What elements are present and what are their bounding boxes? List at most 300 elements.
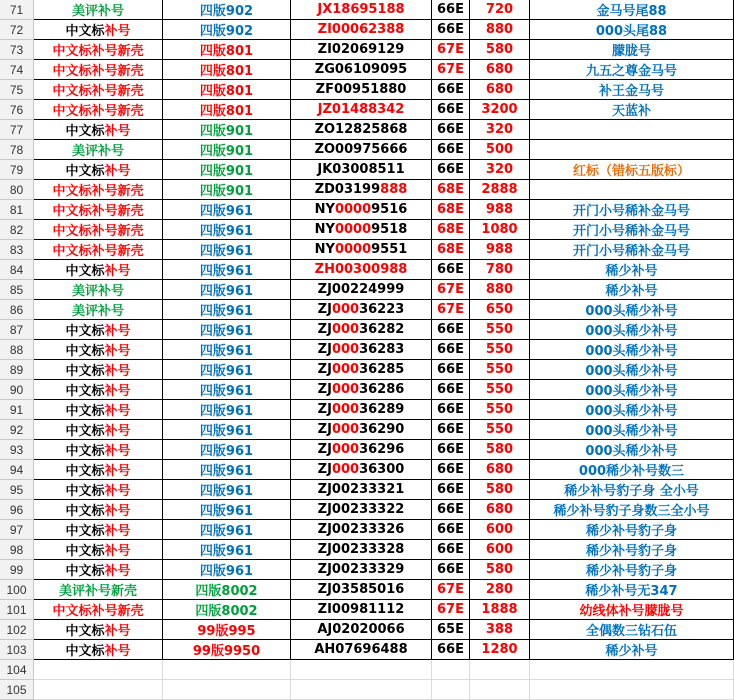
grade-cell[interactable] (432, 0, 470, 20)
note-cell[interactable] (530, 600, 734, 620)
version-cell[interactable] (163, 540, 291, 560)
price-cell[interactable] (470, 80, 530, 100)
row-header[interactable]: 99 (0, 560, 34, 580)
price-cell[interactable] (470, 520, 530, 540)
note-cell[interactable] (530, 280, 734, 300)
row-header[interactable]: 77 (0, 120, 34, 140)
note-cell[interactable] (530, 620, 734, 640)
version-cell[interactable] (163, 240, 291, 260)
price-cell[interactable] (470, 140, 530, 160)
grade-cell[interactable] (432, 560, 470, 580)
cell-text: 朦胧号 (611, 44, 651, 59)
row-header[interactable]: 85 (0, 280, 34, 300)
cell-text: ZJ00233326 (317, 522, 405, 537)
price-cell[interactable] (470, 60, 530, 80)
cell-text: 四版801 (199, 64, 254, 79)
note-cell[interactable] (530, 420, 734, 440)
label-type-cell[interactable] (34, 580, 163, 600)
price-cell[interactable] (470, 260, 530, 280)
grade-cell[interactable] (432, 500, 470, 520)
label-type-cell[interactable] (34, 420, 163, 440)
grade-cell[interactable] (432, 340, 470, 360)
row-header[interactable]: 92 (0, 420, 34, 440)
version-cell[interactable] (163, 260, 291, 280)
serial-number-cell[interactable] (291, 120, 432, 140)
note-cell[interactable] (530, 0, 734, 20)
row-header[interactable]: 74 (0, 60, 34, 80)
version-cell[interactable] (163, 20, 291, 40)
note-cell[interactable] (530, 140, 734, 160)
serial-number-cell[interactable] (291, 520, 432, 540)
price-cell[interactable] (470, 20, 530, 40)
grade-cell[interactable] (432, 20, 470, 40)
note-cell[interactable] (530, 540, 734, 560)
table-row (0, 560, 734, 580)
version-cell[interactable] (163, 600, 291, 620)
price-cell[interactable] (470, 180, 530, 200)
cell-text: 000头稀少补号 (585, 364, 678, 379)
note-cell[interactable] (530, 340, 734, 360)
grade-cell[interactable] (432, 440, 470, 460)
version-cell[interactable] (163, 440, 291, 460)
cell-text: 67E (437, 602, 464, 617)
label-type-cell[interactable] (34, 260, 163, 280)
grade-cell[interactable] (432, 160, 470, 180)
cell-text: 稀少补号豹子身 (585, 544, 677, 559)
serial-number-cell[interactable] (291, 20, 432, 40)
row-header[interactable]: 84 (0, 260, 34, 280)
row-header[interactable]: 76 (0, 100, 34, 120)
row-header[interactable]: 95 (0, 480, 34, 500)
row-header[interactable]: 101 (0, 600, 34, 620)
table-row (0, 280, 734, 300)
cell-text: ZG06109095 (314, 62, 408, 77)
grade-cell[interactable] (432, 60, 470, 80)
version-cell[interactable] (163, 340, 291, 360)
note-cell[interactable] (530, 320, 734, 340)
note-cell[interactable] (530, 20, 734, 40)
serial-number-cell[interactable] (291, 620, 432, 640)
empty-cell[interactable] (530, 660, 734, 680)
price-cell[interactable] (470, 620, 530, 640)
version-cell[interactable] (163, 280, 291, 300)
note-cell[interactable] (530, 260, 734, 280)
empty-cell[interactable] (163, 660, 291, 680)
version-cell[interactable] (163, 520, 291, 540)
price-cell[interactable] (470, 540, 530, 560)
grade-cell[interactable] (432, 400, 470, 420)
cell-text: 中文标 (65, 524, 105, 539)
label-type-cell[interactable] (34, 60, 163, 80)
cell-text: ZJ (317, 462, 332, 477)
row-header[interactable]: 81 (0, 200, 34, 220)
serial-number-cell[interactable] (291, 240, 432, 260)
grade-cell[interactable] (432, 520, 470, 540)
empty-cell[interactable] (34, 680, 163, 700)
note-cell[interactable] (530, 500, 734, 520)
serial-number-cell[interactable] (291, 0, 432, 20)
price-cell[interactable] (470, 360, 530, 380)
price-cell[interactable] (470, 600, 530, 620)
serial-number-cell[interactable] (291, 640, 432, 660)
label-type-cell[interactable] (34, 320, 163, 340)
cell-text: ZJ (317, 402, 332, 417)
serial-number-cell[interactable] (291, 40, 432, 60)
note-cell[interactable] (530, 560, 734, 580)
serial-number-cell[interactable] (291, 220, 432, 240)
serial-number-cell[interactable] (291, 320, 432, 340)
cell-text: 888 (380, 182, 408, 197)
serial-number-cell[interactable] (291, 540, 432, 560)
price-cell[interactable] (470, 120, 530, 140)
version-cell[interactable] (163, 300, 291, 320)
serial-number-cell[interactable] (291, 300, 432, 320)
row-header[interactable]: 88 (0, 340, 34, 360)
note-cell[interactable] (530, 220, 734, 240)
row-header[interactable]: 103 (0, 640, 34, 660)
cell-text: 67E (437, 302, 464, 317)
version-cell[interactable] (163, 620, 291, 640)
version-cell[interactable] (163, 80, 291, 100)
table-row-empty (0, 680, 734, 700)
row-header[interactable]: 105 (0, 680, 34, 700)
price-cell[interactable] (470, 480, 530, 500)
serial-number-cell[interactable] (291, 140, 432, 160)
row-header[interactable]: 72 (0, 20, 34, 40)
cell-text: ZO00975666 (314, 142, 408, 157)
price-cell[interactable] (470, 500, 530, 520)
grade-cell[interactable] (432, 180, 470, 200)
grade-cell[interactable] (432, 120, 470, 140)
version-cell[interactable] (163, 140, 291, 160)
cell-text: 中文标 (65, 564, 105, 579)
cell-text: 稀少补号豹子身 (585, 564, 677, 579)
row-header[interactable]: 91 (0, 400, 34, 420)
table-row (0, 240, 734, 260)
serial-number-cell[interactable] (291, 580, 432, 600)
label-type-cell[interactable] (34, 480, 163, 500)
version-cell[interactable] (163, 420, 291, 440)
grade-cell[interactable] (432, 600, 470, 620)
note-cell[interactable] (530, 160, 734, 180)
row-header[interactable]: 75 (0, 80, 34, 100)
grade-cell[interactable] (432, 360, 470, 380)
empty-cell[interactable] (34, 660, 163, 680)
row-header[interactable]: 78 (0, 140, 34, 160)
serial-number-cell[interactable] (291, 80, 432, 100)
serial-number-cell[interactable] (291, 380, 432, 400)
cell-text: 600 (485, 522, 514, 537)
table-row (0, 480, 734, 500)
cell-text: 中文标 (65, 324, 105, 339)
row-header[interactable]: 94 (0, 460, 34, 480)
version-cell[interactable] (163, 560, 291, 580)
empty-cell[interactable] (470, 660, 530, 680)
grade-cell[interactable] (432, 260, 470, 280)
cell-text: 650 (485, 302, 514, 317)
table-row (0, 320, 734, 340)
grade-cell[interactable] (432, 240, 470, 260)
row-header[interactable]: 98 (0, 540, 34, 560)
note-cell[interactable] (530, 440, 734, 460)
grade-cell[interactable] (432, 100, 470, 120)
cell-text: 3200 (481, 102, 518, 117)
cell-text: 中文标 (65, 624, 105, 639)
cell-text: 66E (437, 162, 464, 177)
grade-cell[interactable] (432, 620, 470, 640)
table-row (0, 80, 734, 100)
label-type-cell[interactable] (34, 520, 163, 540)
note-cell[interactable] (530, 200, 734, 220)
row-header[interactable]: 71 (0, 0, 34, 20)
grade-cell[interactable] (432, 140, 470, 160)
price-cell[interactable] (470, 380, 530, 400)
cell-text: 四版8002 (195, 604, 258, 619)
cell-text: 66E (437, 382, 464, 397)
row-header[interactable]: 89 (0, 360, 34, 380)
row-header[interactable]: 80 (0, 180, 34, 200)
grade-cell[interactable] (432, 300, 470, 320)
label-type-cell[interactable] (34, 100, 163, 120)
version-cell[interactable] (163, 640, 291, 660)
price-cell[interactable] (470, 440, 530, 460)
price-cell[interactable] (470, 220, 530, 240)
label-type-cell[interactable] (34, 620, 163, 640)
cell-text: 补号 (104, 464, 131, 479)
empty-cell[interactable] (291, 680, 432, 700)
cell-text: NY (314, 242, 335, 257)
label-type-cell[interactable] (34, 120, 163, 140)
empty-cell[interactable] (432, 660, 470, 680)
row-header[interactable]: 97 (0, 520, 34, 540)
label-type-cell[interactable] (34, 40, 163, 60)
serial-number-cell[interactable] (291, 460, 432, 480)
row-header[interactable]: 102 (0, 620, 34, 640)
version-cell[interactable] (163, 120, 291, 140)
cell-text: AH07696488 (314, 642, 408, 657)
version-cell[interactable] (163, 320, 291, 340)
serial-number-cell[interactable] (291, 200, 432, 220)
price-cell[interactable] (470, 640, 530, 660)
cell-text: 66E (437, 362, 464, 377)
note-cell[interactable] (530, 480, 734, 500)
version-cell[interactable] (163, 160, 291, 180)
version-cell[interactable] (163, 200, 291, 220)
label-type-cell[interactable] (34, 360, 163, 380)
label-type-cell[interactable] (34, 200, 163, 220)
cell-text: 2888 (481, 182, 518, 197)
grade-cell[interactable] (432, 380, 470, 400)
serial-number-cell[interactable] (291, 280, 432, 300)
price-cell[interactable] (470, 560, 530, 580)
row-header[interactable]: 87 (0, 320, 34, 340)
note-cell[interactable] (530, 60, 734, 80)
cell-text: 中文标补号新壳 (52, 184, 144, 199)
note-cell[interactable] (530, 460, 734, 480)
serial-number-cell[interactable] (291, 500, 432, 520)
row-header[interactable]: 93 (0, 440, 34, 460)
note-cell[interactable] (530, 360, 734, 380)
empty-cell[interactable] (291, 660, 432, 680)
label-type-cell[interactable] (34, 280, 163, 300)
serial-number-cell[interactable] (291, 420, 432, 440)
version-cell[interactable] (163, 220, 291, 240)
row-header[interactable]: 79 (0, 160, 34, 180)
price-cell[interactable] (470, 580, 530, 600)
note-cell[interactable] (530, 520, 734, 540)
serial-number-cell[interactable] (291, 260, 432, 280)
label-type-cell[interactable] (34, 440, 163, 460)
serial-number-cell[interactable] (291, 560, 432, 580)
note-cell[interactable] (530, 240, 734, 260)
version-cell[interactable] (163, 0, 291, 20)
version-cell[interactable] (163, 500, 291, 520)
price-cell[interactable] (470, 40, 530, 60)
row-header[interactable]: 86 (0, 300, 34, 320)
version-cell[interactable] (163, 180, 291, 200)
cell-text: ZO12825868 (314, 122, 408, 137)
note-cell[interactable] (530, 40, 734, 60)
note-cell[interactable] (530, 400, 734, 420)
cell-text: 四版961 (199, 204, 254, 219)
label-type-cell[interactable] (34, 180, 163, 200)
cell-text: 补号 (104, 564, 131, 579)
note-cell[interactable] (530, 120, 734, 140)
version-cell[interactable] (163, 40, 291, 60)
label-type-cell[interactable] (34, 140, 163, 160)
grade-cell[interactable] (432, 540, 470, 560)
label-type-cell[interactable] (34, 540, 163, 560)
grade-cell[interactable] (432, 80, 470, 100)
serial-number-cell[interactable] (291, 180, 432, 200)
label-type-cell[interactable] (34, 600, 163, 620)
row-header[interactable]: 90 (0, 380, 34, 400)
grade-cell[interactable] (432, 320, 470, 340)
grade-cell[interactable] (432, 580, 470, 600)
cell-text: 000 (331, 402, 360, 417)
table-row (0, 340, 734, 360)
label-type-cell[interactable] (34, 300, 163, 320)
cell-text: 中文标补号新壳 (52, 104, 144, 119)
version-cell[interactable] (163, 580, 291, 600)
cell-text: 000头稀少补号 (585, 404, 678, 419)
serial-number-cell[interactable] (291, 60, 432, 80)
note-cell[interactable] (530, 100, 734, 120)
grade-cell[interactable] (432, 460, 470, 480)
note-cell[interactable] (530, 180, 734, 200)
cell-text: 550 (485, 382, 514, 397)
label-type-cell[interactable] (34, 560, 163, 580)
label-type-cell[interactable] (34, 0, 163, 20)
serial-number-cell[interactable] (291, 160, 432, 180)
note-cell[interactable] (530, 640, 734, 660)
row-header[interactable]: 96 (0, 500, 34, 520)
grade-cell[interactable] (432, 280, 470, 300)
version-cell[interactable] (163, 400, 291, 420)
label-type-cell[interactable] (34, 240, 163, 260)
price-cell[interactable] (470, 400, 530, 420)
price-cell[interactable] (470, 0, 530, 20)
note-cell[interactable] (530, 380, 734, 400)
version-cell[interactable] (163, 480, 291, 500)
label-type-cell[interactable] (34, 220, 163, 240)
price-cell[interactable] (470, 340, 530, 360)
serial-number-cell[interactable] (291, 100, 432, 120)
grade-cell[interactable] (432, 200, 470, 220)
row-header[interactable]: 100 (0, 580, 34, 600)
label-type-cell[interactable] (34, 640, 163, 660)
price-cell[interactable] (470, 280, 530, 300)
row-header[interactable]: 82 (0, 220, 34, 240)
cell-text: 66E (437, 442, 464, 457)
row-header[interactable]: 73 (0, 40, 34, 60)
serial-number-cell[interactable] (291, 440, 432, 460)
label-type-cell[interactable] (34, 400, 163, 420)
cell-text: 补号 (104, 544, 131, 559)
label-type-cell[interactable] (34, 460, 163, 480)
version-cell[interactable] (163, 380, 291, 400)
cell-text: ZJ03585016 (317, 582, 405, 597)
price-cell[interactable] (470, 420, 530, 440)
cell-text: 中文标补号新壳 (52, 44, 144, 59)
version-cell[interactable] (163, 100, 291, 120)
cell-text: 000 (331, 342, 360, 357)
label-type-cell[interactable] (34, 80, 163, 100)
cell-text: 66E (437, 122, 464, 137)
label-type-cell[interactable] (34, 500, 163, 520)
grade-cell[interactable] (432, 640, 470, 660)
table-row (0, 40, 734, 60)
price-cell[interactable] (470, 100, 530, 120)
row-header[interactable]: 104 (0, 660, 34, 680)
table-row (0, 360, 734, 380)
empty-cell[interactable] (470, 680, 530, 700)
cell-text: 稀少补号豹子身 全小号 (564, 484, 699, 499)
label-type-cell[interactable] (34, 340, 163, 360)
price-cell[interactable] (470, 240, 530, 260)
grade-cell[interactable] (432, 40, 470, 60)
price-cell[interactable] (470, 200, 530, 220)
note-cell[interactable] (530, 580, 734, 600)
price-cell[interactable] (470, 320, 530, 340)
version-cell[interactable] (163, 360, 291, 380)
serial-number-cell[interactable] (291, 400, 432, 420)
label-type-cell[interactable] (34, 20, 163, 40)
serial-number-cell[interactable] (291, 600, 432, 620)
version-cell[interactable] (163, 60, 291, 80)
grade-cell[interactable] (432, 220, 470, 240)
grade-cell[interactable] (432, 420, 470, 440)
note-cell[interactable] (530, 80, 734, 100)
label-type-cell[interactable] (34, 380, 163, 400)
empty-cell[interactable] (530, 680, 734, 700)
empty-cell[interactable] (432, 680, 470, 700)
version-cell[interactable] (163, 460, 291, 480)
serial-number-cell[interactable] (291, 360, 432, 380)
cell-text: 补王金马号 (598, 84, 664, 99)
grade-cell[interactable] (432, 480, 470, 500)
label-type-cell[interactable] (34, 160, 163, 180)
cell-text: ZJ (317, 322, 332, 337)
price-cell[interactable] (470, 300, 530, 320)
price-cell[interactable] (470, 460, 530, 480)
row-header[interactable]: 83 (0, 240, 34, 260)
empty-cell[interactable] (163, 680, 291, 700)
price-cell[interactable] (470, 160, 530, 180)
serial-number-cell[interactable] (291, 340, 432, 360)
note-cell[interactable] (530, 300, 734, 320)
serial-number-cell[interactable] (291, 480, 432, 500)
